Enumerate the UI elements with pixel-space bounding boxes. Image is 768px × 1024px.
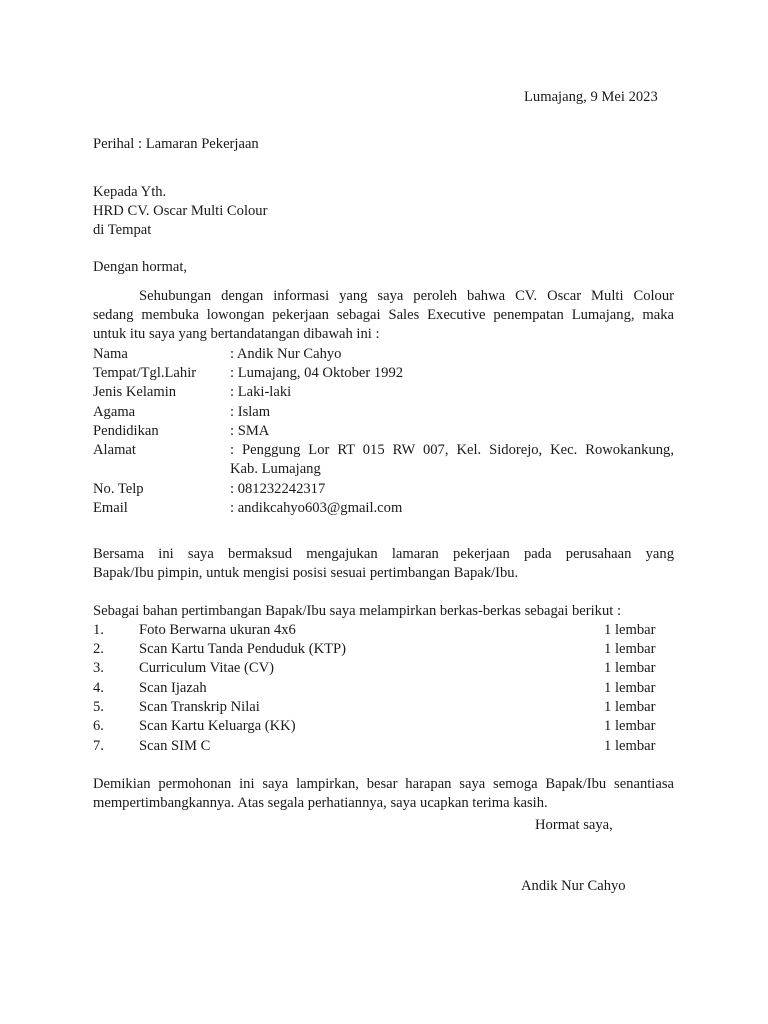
subject-line: Perihal : Lamaran Pekerjaan <box>93 136 259 152</box>
detail-label: No. Telp <box>93 481 144 497</box>
detail-label: Pendidikan <box>93 423 159 439</box>
attachment-number: 6. <box>93 718 104 734</box>
detail-label: Agama <box>93 404 136 420</box>
detail-value-continued: Kab. Lumajang <box>230 461 321 477</box>
attachment-number: 5. <box>93 699 104 715</box>
detail-label: Email <box>93 500 128 516</box>
detail-value: : 081232242317 <box>230 481 326 497</box>
attachment-qty: 1 lembar <box>604 641 656 657</box>
attachment-number: 7. <box>93 738 104 754</box>
signature-name: Andik Nur Cahyo <box>521 878 626 894</box>
detail-value: : Islam <box>230 404 271 420</box>
attachment-number: 3. <box>93 660 104 676</box>
attachment-qty: 1 lembar <box>604 699 656 715</box>
detail-label: Tempat/Tgl.Lahir <box>93 365 197 381</box>
attachments-intro: Sebagai bahan pertimbangan Bapak/Ibu saya melampirkan berkas-berkas sebagai berikut : <box>93 603 622 619</box>
intro-line-3: untuk itu saya yang bertandatangan dibawah ini : <box>93 326 380 342</box>
detail-label: Nama <box>93 346 128 362</box>
attachment-item: Scan Ijazah <box>139 680 207 696</box>
attachment-number: 1. <box>93 622 104 638</box>
attachment-qty: 1 lembar <box>604 622 656 638</box>
detail-label: Jenis Kelamin <box>93 384 177 400</box>
recipient-line-3: di Tempat <box>93 222 152 238</box>
attachment-item: Scan SIM C <box>139 738 211 754</box>
detail-value: : andikcahyo603@gmail.com <box>230 500 403 516</box>
detail-value: : Andik Nur Cahyo <box>230 346 342 362</box>
closing-line-1: Demikian permohonan ini saya lampirkan, besar harapan saya semoga Bapak/Ibu senantiasa <box>93 776 674 792</box>
intro-line-1: Sehubungan dengan informasi yang saya peroleh bahwa CV. Oscar Multi Colour <box>139 288 674 304</box>
attachment-item: Scan Kartu Tanda Penduduk (KTP) <box>139 641 347 657</box>
closing-line-2: mempertimbangkannya. Atas segala perhatiannya, saya ucapkan terima kasih. <box>93 795 548 811</box>
attachment-item: Scan Transkrip Nilai <box>139 699 260 715</box>
intro-line-2: sedang membuka lowongan pekerjaan sebagai Sales Executive penempatan Lumajang, maka <box>93 307 674 323</box>
greeting: Dengan hormat, <box>93 259 188 275</box>
detail-value: : Laki-laki <box>230 384 292 400</box>
attachment-qty: 1 lembar <box>604 738 656 754</box>
sign-off: Hormat saya, <box>535 817 613 833</box>
attachment-qty: 1 lembar <box>604 660 656 676</box>
purpose-line-2: Bapak/Ibu pimpin, untuk mengisi posisi sesuai pertimbangan Bapak/Ibu. <box>93 565 519 581</box>
attachment-item: Scan Kartu Keluarga (KK) <box>139 718 296 734</box>
attachment-number: 2. <box>93 641 104 657</box>
attachment-qty: 1 lembar <box>604 718 656 734</box>
recipient-line-1: Kepada Yth. <box>93 184 167 200</box>
attachment-item: Curriculum Vitae (CV) <box>139 660 275 676</box>
recipient-line-2: HRD CV. Oscar Multi Colour <box>93 203 268 219</box>
attachment-number: 4. <box>93 680 104 696</box>
detail-label: Alamat <box>93 442 136 458</box>
detail-value: : Lumajang, 04 Oktober 1992 <box>230 365 404 381</box>
purpose-line-1: Bersama ini saya bermaksud mengajukan lamaran pekerjaan pada perusahaan yang <box>93 546 674 562</box>
detail-value: : Penggung Lor RT 015 RW 007, Kel. Sidorejo, Kec. Rowokankung, <box>230 442 674 458</box>
attachment-qty: 1 lembar <box>604 680 656 696</box>
detail-value: : SMA <box>230 423 270 439</box>
place-date: Lumajang, 9 Mei 2023 <box>524 89 658 105</box>
attachment-item: Foto Berwarna ukuran 4x6 <box>139 622 296 638</box>
